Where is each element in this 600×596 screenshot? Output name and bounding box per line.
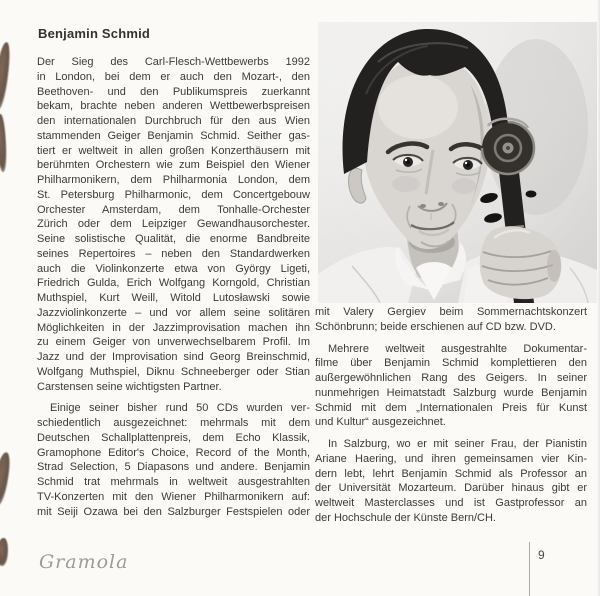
scan-artifact bbox=[0, 42, 12, 111]
scan-artifact bbox=[0, 114, 8, 172]
bio-column-right bbox=[315, 305, 587, 526]
scan-artifact bbox=[0, 538, 8, 566]
bio-paragraph-2: Einige seiner bisher rund 50 CDs wurden ver- schiedentlich ausgezeichnet: mehrmals mit dem Deutschen Schallplattenpreis, dem Echo Klassik, Gramophone Editor's Choice, Record of the Month, Strad Selection, 5 Diapasons und andere. Benjamin Schmid trat mehrmals in weltweit ausgestrahlten TV-Konzerten mit den Wiener Philharmonikern auf: mit Seiji Ozawa bei den Salzburger Festspielen oder bbox=[37, 402, 310, 518]
bio-paragraph-5: In Salzburg, wo er mit seiner Frau, der Pianistin Ariane Haering, und ihren gemeinsamen vier Kin- dern lebt, lehrt Benjamin Schmid als Professor an der Universität Mozarteum. Darüber hinaus gibt er weltweit Masterclasses und ist Gastprofessor an der Hochschule der Künste Bern/CH. bbox=[315, 438, 587, 524]
portrait-photo bbox=[318, 22, 597, 303]
bio-paragraph-3: mit Valery Gergiev beim Sommernachtskonzert Schönbrunn; beide erschienen auf CD bzw. DVD. bbox=[315, 306, 587, 333]
page-number-rule bbox=[529, 542, 530, 596]
portrait-illustration bbox=[318, 22, 597, 303]
bio-paragraph-1: Der Sieg des Carl-Flesch-Wettbewerbs 1992 in London, bei dem er auch den Mozart-, den Beethoven- und den Publikumspreis zuerkannt bekam, brachte neben anderen Wettbewerbspreisen den internationalen Durchbruch für den aus Wien stammenden Geiger Benjamin Schmid. Seither gas- tiert er weltweit in allen großen Konzerthäusern mit berühmten Orchestern wie zum Beispiel den Wiener Philharmonikern, dem Philharmonia London, dem St. Petersburg Philharmonic, dem Concertgebouw Orchester Amsterdam, dem Tonhalle-Orchester Zürich oder dem Leipziger Gewandhausorchester. Seine solistische Qualität, die enorme Bandbreite seines Repertoires – neben den Standardwerken auch die Violinkonzerte etwa von György Ligeti, Friedrich Gulda, Erich Wolfgang Korngold, Christian Muthspiel, Kurt Weill, Witold Lutosławski sowie Jazzviolinkonzerte – und vor allem seine solitären Möglichkeiten in der Jazzimprovisation machen ihn zu einem Geiger von unverwechselbarem Profil. Im Jazz und der Improvisation sind Georg Breinschmid, Wolfgang Muthspiel, Diknu Schneeberger oder Stian Carstensen seine wichtigsten Partner. bbox=[37, 56, 310, 393]
page-number: 9 bbox=[538, 548, 545, 562]
page-title: Benjamin Schmid bbox=[38, 26, 151, 41]
bio-paragraph-4: Mehrere weltweit ausgestrahlte Dokumentar- filme über Benjamin Schmid komplettieren den außergewöhnlichen Rang des Geigers. In seiner nunmehrigen Heimatstadt Salzburg wurde Benjamin Schmid mit dem „Internationalen Preis für Kunst und Kultur“ ausgezeichnet. bbox=[315, 342, 587, 429]
scan-artifact bbox=[0, 451, 12, 506]
publisher-logo: Gramola bbox=[39, 551, 129, 573]
bio-column-left bbox=[37, 55, 310, 519]
